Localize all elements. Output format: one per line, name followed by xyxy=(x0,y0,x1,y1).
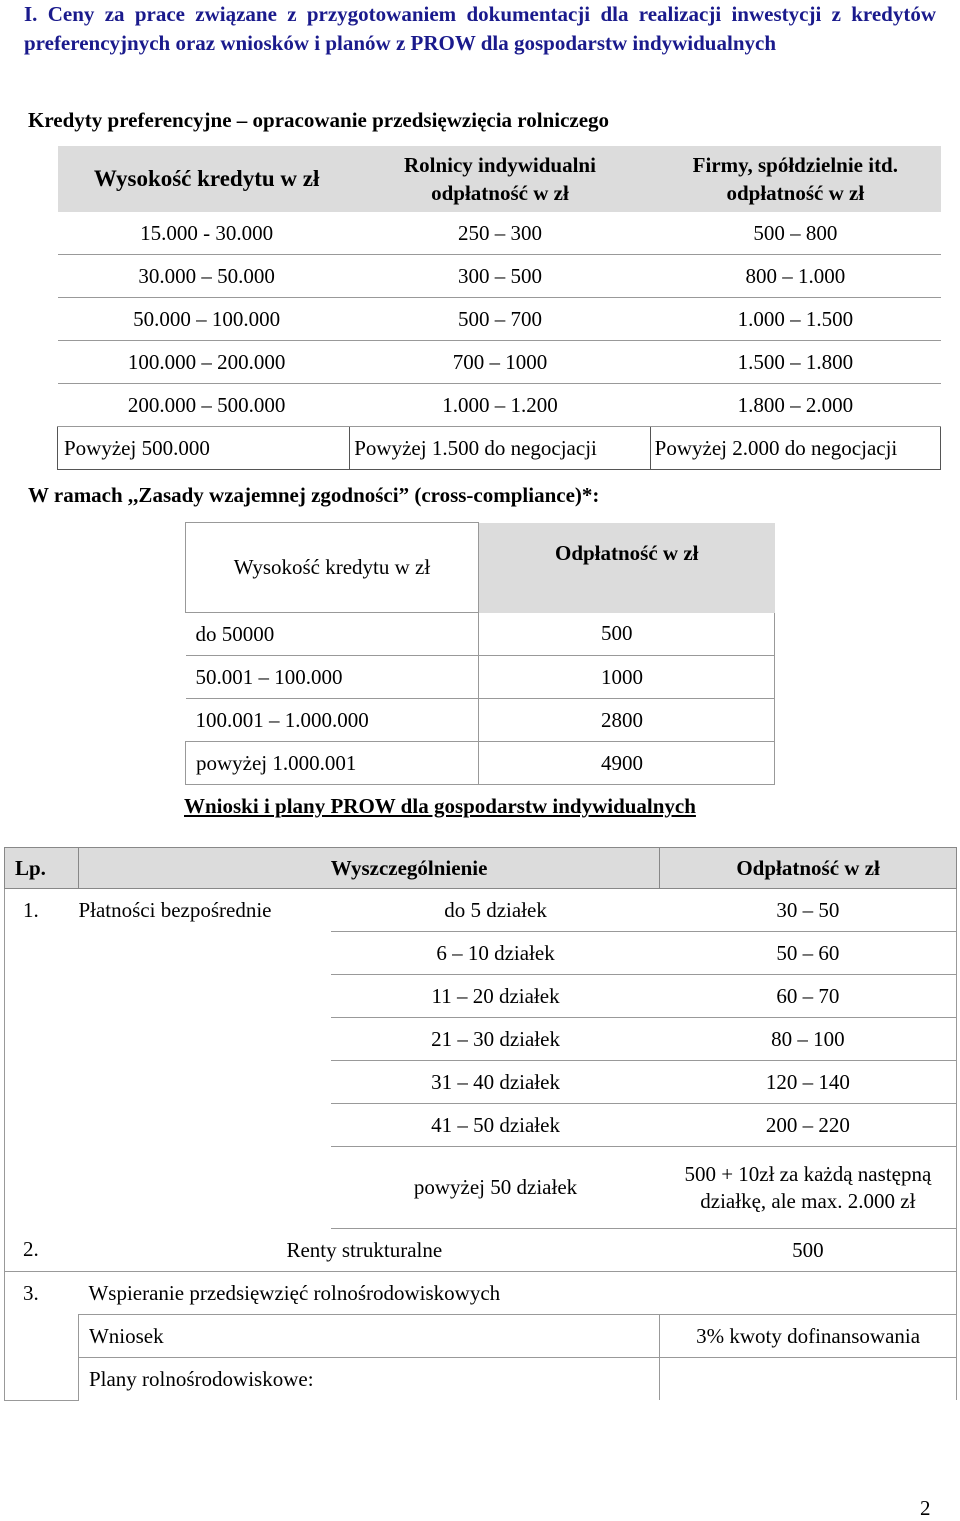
section-subheading: Kredyty preferencyjne – opracowanie przedsięwzięcia rolniczego xyxy=(28,108,610,132)
prow-fee-table xyxy=(4,847,957,1401)
table-row: 31 – 40 działek 120 – 140 xyxy=(5,1061,957,1104)
page-number: 2 xyxy=(920,1496,931,1520)
table-row: 1. Płatności bezpośrednie do 5 działek 30 – 50 xyxy=(5,889,957,932)
table-row: Wniosek 3% kwoty dofinansowania xyxy=(5,1315,957,1358)
table-row: 2. Renty strukturalne 500 xyxy=(5,1229,957,1272)
credit-fee-table xyxy=(57,146,941,470)
table-row: Powyżej 500.000 Powyżej 1.500 do negocjacji Powyżej 2.000 do negocjacji xyxy=(58,427,941,470)
table-row: 200.000 – 500.000 1.000 – 1.200 1.800 – 2.000 xyxy=(58,384,941,427)
table-row: 100.001 – 1.000.000 2800 xyxy=(186,699,775,742)
table-row: powyżej 1.000.001 4900 xyxy=(186,742,775,785)
cross-compliance-table xyxy=(185,522,775,785)
table-row: 6 – 10 działek 50 – 60 xyxy=(5,932,957,975)
header-credit-amount: Wysokość kredytu w zł xyxy=(58,146,350,212)
table-row: 100.000 – 200.000 700 – 1000 1.500 – 1.800 xyxy=(58,341,941,384)
header-fee: Odpłatność w zł xyxy=(479,523,775,613)
header-individual-farmers: Rolnicy indywidualni odpłatność w zł xyxy=(350,146,650,212)
table-row: 30.000 – 50.000 300 – 500 800 – 1.000 xyxy=(58,255,941,298)
table-row: 41 – 50 działek 200 – 220 xyxy=(5,1104,957,1147)
header-credit-amount: Wysokość kredytu w zł xyxy=(186,523,479,613)
header-lp: Lp. xyxy=(5,848,79,889)
header-fee: Odpłatność w zł xyxy=(660,848,957,889)
table-row: do 50000 500 xyxy=(186,613,775,656)
table-row: powyżej 50 działek 500 + 10zł za każdą następną działkę, ale max. 2.000 zł xyxy=(5,1147,957,1229)
table-header-row xyxy=(186,523,775,613)
table-row: 50.001 – 100.000 1000 xyxy=(186,656,775,699)
table-row: 15.000 - 30.000 250 – 300 500 – 800 xyxy=(58,212,941,255)
header-description: Wyszczególnienie xyxy=(78,848,659,889)
table-row: 11 – 20 działek 60 – 70 xyxy=(5,975,957,1018)
prow-section-title: Wnioski i plany PROW dla gospodarstw indywidualnych xyxy=(184,794,696,818)
table-row: 3. Wspieranie przedsięwzięć rolnośrodowiskowych xyxy=(5,1272,957,1315)
header-companies: Firmy, spółdzielnie itd. odpłatność w zł xyxy=(650,146,940,212)
table-row: 50.000 – 100.000 500 – 700 1.000 – 1.500 xyxy=(58,298,941,341)
table-row: Plany rolnośrodowiskowe: xyxy=(5,1358,957,1401)
table-header-row xyxy=(5,848,957,889)
table-row: 21 – 30 działek 80 – 100 xyxy=(5,1018,957,1061)
cross-compliance-title: W ramach ,,Zasady wzajemnej zgodności” (cross-compliance)*: xyxy=(28,483,600,507)
document-heading: I. Ceny za prace związane z przygotowaniem dokumentacji dla realizacji inwestycji z kredytów preferencyjnych oraz wniosków i planów z PROW dla gospodarstw indywidualnych xyxy=(24,2,936,55)
table-header-row xyxy=(58,146,941,212)
